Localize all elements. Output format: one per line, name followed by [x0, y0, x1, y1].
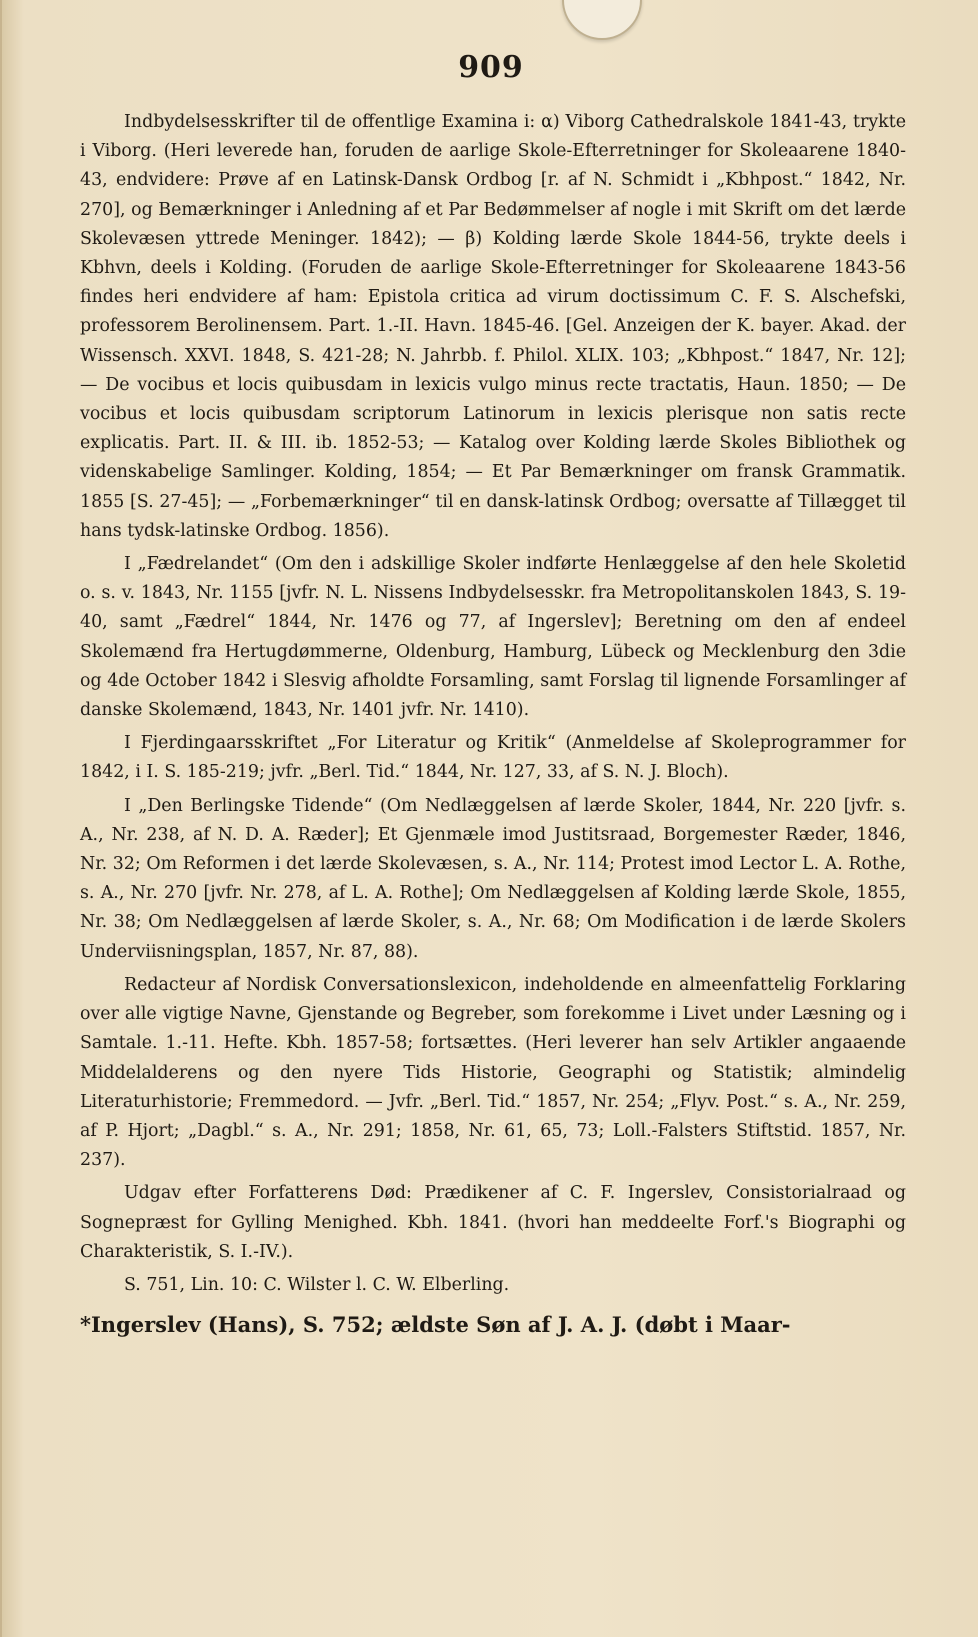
paragraph-praedikener: Udgav efter Forfatterens Død: Prædikener af C. F. Ingerslev, Consistorialraad og Sognepræst for Gylling Menighed. Kbh. 1841. (hvori han meddeelte Forf.'s Biographi og Charakteristik, S. I.-IV.).	[80, 1183, 906, 1262]
paragraph-literatur-kritik: I Fjerdingaarsskriftet „For Literatur og Kritik“ (Anmeldelse af Skoleprogrammer for 1842, i I. S. 185-219; jvfr. „Berl. Tid.“ 1844, Nr. 127, 33, af S. N. J. Bloch).	[80, 733, 906, 783]
paragraph-berlingske: I „Den Berlingske Tidende“ (Om Nedlæggelsen af lærde Skoler, 1844, Nr. 220 [jvfr. s. A., Nr. 238, af N. D. A. Ræder]; Et Gjenmæle imod Justitsraad, Borgemester Ræder, 1846, Nr. 32; Om Reformen i det lærde Skolevæsen, s. A., Nr. 114; Protest imod Lector L. A. Rothe, s. A., Nr. 270 [jvfr. Nr. 278, af L. A. Rothe]; Om Nedlæggelsen af Kolding lærde Skole, 1855, Nr. 38; Om Nedlæggelsen af lærde Skoler, s. A., Nr. 68; Om Modification i de lærde Skolers Underviisningsplan, 1857, Nr. 87, 88).	[80, 795, 906, 962]
paragraph-correction: S. 751, Lin. 10: C. Wilster l. C. W. Elberling.	[124, 1274, 510, 1295]
paragraph-conversationslexicon: Redacteur af Nordisk Conversationslexicon, indeholdende en almeenfattelig Forklaring over alle vigtige Navne, Gjenstande og Begreber, som forekomme i Livet under Læsning og i Samtale. 1.-11. Hefte. Kbh. 1857-58; fortsættes. (Heri leverer han selv Artikler angaaende Middelalderens og den nyere Tids Historie, Geographi og Statistik; almindelig Literaturhistorie; Fremmedord. — Jvfr. „Berl. Tid.“ 1857, Nr. 254; „Flyv. Post.“ s. A., Nr. 259, af P. Hjort; „Dagbl.“ s. A., Nr. 291; 1858, Nr. 61, 65, 73; Loll.-Falsters Stiftstid. 1857, Nr. 237).	[80, 974, 906, 1171]
paragraph-invitations: Indbydelsesskrifter til de offentlige Examina i: α) Viborg Cathedralskole 1841-43, trykte i Viborg. (Heri leverede han, foruden de aarlige Skole-Efterretninger for Skoleaarene 1840-43, endvidere: Prøve af en Latinsk-Dansk Ordbog [r. af N. Schmidt i „Kbhpost.“ 1842, Nr. 270], og Bemærkninger i Anledning af et Par Bedømmelser af nogle i mit Skrift om det lærde Skolevæsen yttrede Meninger. 1842); — β) Kolding lærde Skole 1844-56, trykte deels i Kbhvn, deels i Kolding. (Foruden de aarlige Skole-Efterretninger for Skoleaarene 1843-56 findes heri endvidere af ham: Epistola critica ad virum doctissimum C. F. S. Alschefski, professorem Berolinensem. Part. 1.-II. Havn. 1845-46. [Gel. Anzeigen der K. bayer. Akad. der Wissensch. XXVI. 1848, S. 421-28; N. Jahrbb. f. Philol. XLIX. 103; „Kbhpost.“ 1847, Nr. 12]; — De vocibus et locis quibusdam in lexicis vulgo minus recte tractatis, Haun. 1850; — De vocibus et locis quibusdam scriptorum Latinorum in lexicis plerisque non satis recte explicatis. Part. II. & III. ib. 1852-53; — Katalog over Kolding lærde Skoles Bibliothek og videnskabelige Samlinger. Kolding, 1854; — Et Par Bemærkninger om fransk Grammatik. 1855 [S. 27-45]; — „Forbemærkninger“ til en dansk-latinsk Ordbog; oversatte af Tillægget til hans tydsk-latinske Ordbog. 1856).	[80, 112, 906, 541]
page-number: 909	[458, 50, 524, 85]
entry-heading-ingerslev: *Ingerslev (Hans), S. 752; ældste Søn af J. A. J. (døbt i Maar-	[80, 1312, 791, 1338]
page-tab-decoration	[562, 0, 642, 40]
paragraph-faedrelandet: I „Fædrelandet“ (Om den i adskillige Skoler indførte Henlæggelse af den hele Skoletid o. s. v. 1843, Nr. 1155 [jvfr. N. L. Nissens Indbydelsesskr. fra Metropolitanskolen 1843, S. 19-40, samt „Fædrel“ 1844, Nr. 1476 og 77, af Ingerslev]; Beretning om den af endeel Skolemænd fra Hertugdømmerne, Oldenburg, Hamburg, Lübeck og Mecklenburg den 3die og 4de October 1842 i Slesvig afholdte Forsamling, samt Forslag til lignende Forsamlinger af danske Skolemænd, 1843, Nr. 1401 jvfr. Nr. 1410).	[80, 554, 906, 721]
text-body	[80, 108, 906, 1340]
